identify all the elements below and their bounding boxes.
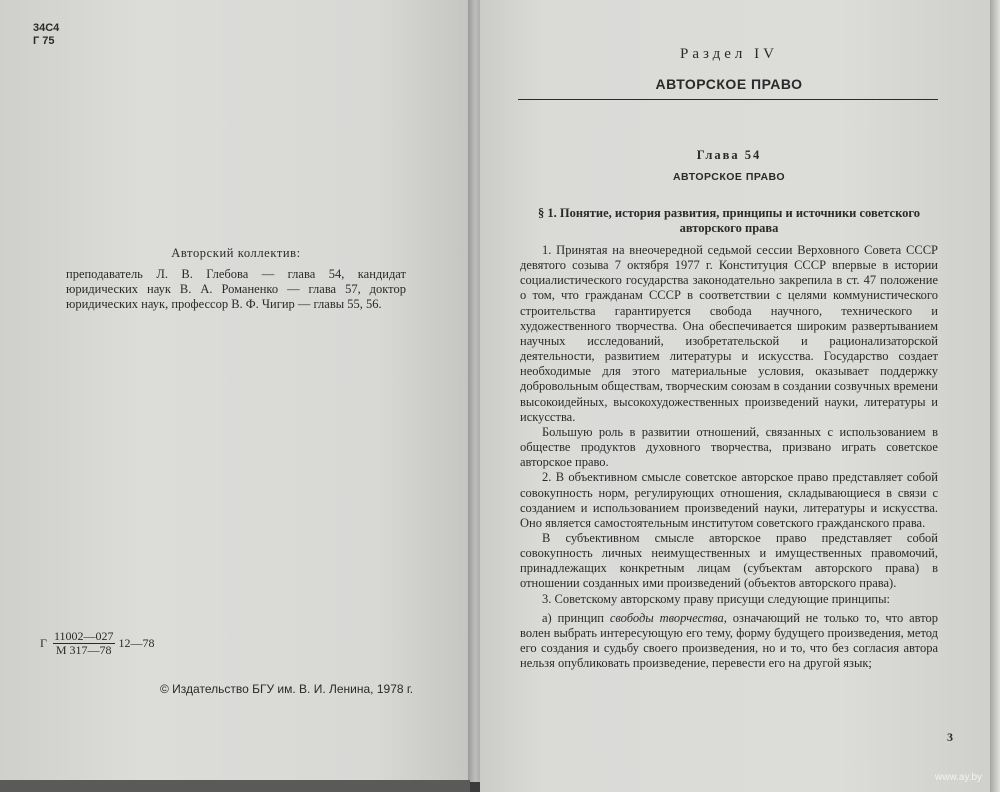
body-text [520, 243, 938, 671]
page-bottom-shadow [0, 780, 470, 792]
watermark: www.ay.by [935, 772, 983, 783]
classification-fraction [53, 630, 115, 657]
classification-suffix: 12—78 [118, 636, 155, 650]
body-paragraph: В субъективном смысле авторское право представляет собой совокупность личных неимущественных и имущественных правомочий, принадлежащих конкретным лицам (субъектам авторского права) в отношении созданных ими произведений (объектов авторского права). [520, 530, 938, 591]
principle-a-emphasis: свободы творчества, [609, 610, 727, 625]
classification-letter: Г [40, 636, 47, 650]
library-code-line: Г 75 [33, 35, 55, 47]
classification-index [40, 630, 155, 657]
left-page [0, 0, 472, 780]
principle-a [520, 611, 938, 672]
author-collective [66, 246, 406, 312]
principle-a-rest: означающий не только то, что автор волен выбрать интересующую его тему, форму будущего произведения, метод его создания и судьбу своего произведения, но и то, что без согласия автора нельзя опубликовать произведение, перевести его на другой язык; [520, 610, 939, 671]
page-edge [990, 0, 1000, 792]
classification-denominator: М 317—78 [55, 643, 112, 657]
principle-a-prefix: а) принцип [542, 610, 610, 625]
copyright-notice: © Издательство БГУ им. В. И. Ленина, 1978 г. [160, 682, 414, 696]
paragraph-heading: § 1. Понятие, история развития, принципы и источники советского авторского права [537, 206, 921, 235]
chapter-number: Глава 54 [696, 148, 762, 162]
right-page [480, 0, 992, 792]
collective-text: преподаватель Л. В. Глебова — глава 54, кандидат юридических наук В. А. Романенко — глава 57, доктор юридических наук, профессор В. Ф. Чигир — главы 55, 56. [66, 267, 406, 311]
collective-heading: Авторский коллектив: [171, 246, 301, 260]
title-rule [518, 99, 938, 100]
body-paragraph: Большую роль в развитии отношений, связанных с использованием в обществе продуктов духовного творчества, призвано играть советское авторское право. [520, 424, 938, 470]
classification-numerator: 11002—027 [53, 629, 114, 643]
body-paragraph: 1. Принятая на внеочередной седьмой сессии Верховного Совета СССР девятого созыва 7 октября 1977 г. Конституция СССР впервые в истории социалистического государства законодательно закрепила в ст. 47 положение о том, что гражданам СССР в соответствии с целями коммунистического строительства гарантируется свобода научного, технического и художественного творчества. Она обеспечивается широким развертыванием научных исследований, изобретательской и рационализаторской деятельности, развитием литературы и искусства. Государство создает необходимые для этого материальные условия, оказывает поддержку добровольным обществам, творческим союзам в создании созвучных времени высокоидейных, высокохудожественных произведений науки, литературы и искусства. [520, 243, 938, 424]
library-code-line: 34С4 [33, 22, 60, 34]
body-paragraph: 3. Советскому авторскому праву присущи следующие принципы: [542, 591, 890, 606]
body-paragraph: 2. В объективном смысле советское авторское право представляет собой совокупность норм, регулирующих отношения, складывающиеся в связи с созданием и использованием произведений науки, литературы и искусства. Оно является самостоятельным институтом советского гражданского права. [520, 470, 938, 530]
chapter-title: АВТОРСКОЕ ПРАВО [672, 171, 786, 183]
section-name: АВТОРСКОЕ ПРАВО [655, 76, 803, 92]
page-number: 3 [947, 730, 953, 744]
library-code [33, 22, 59, 48]
section-title: Раздел IV [679, 46, 778, 62]
